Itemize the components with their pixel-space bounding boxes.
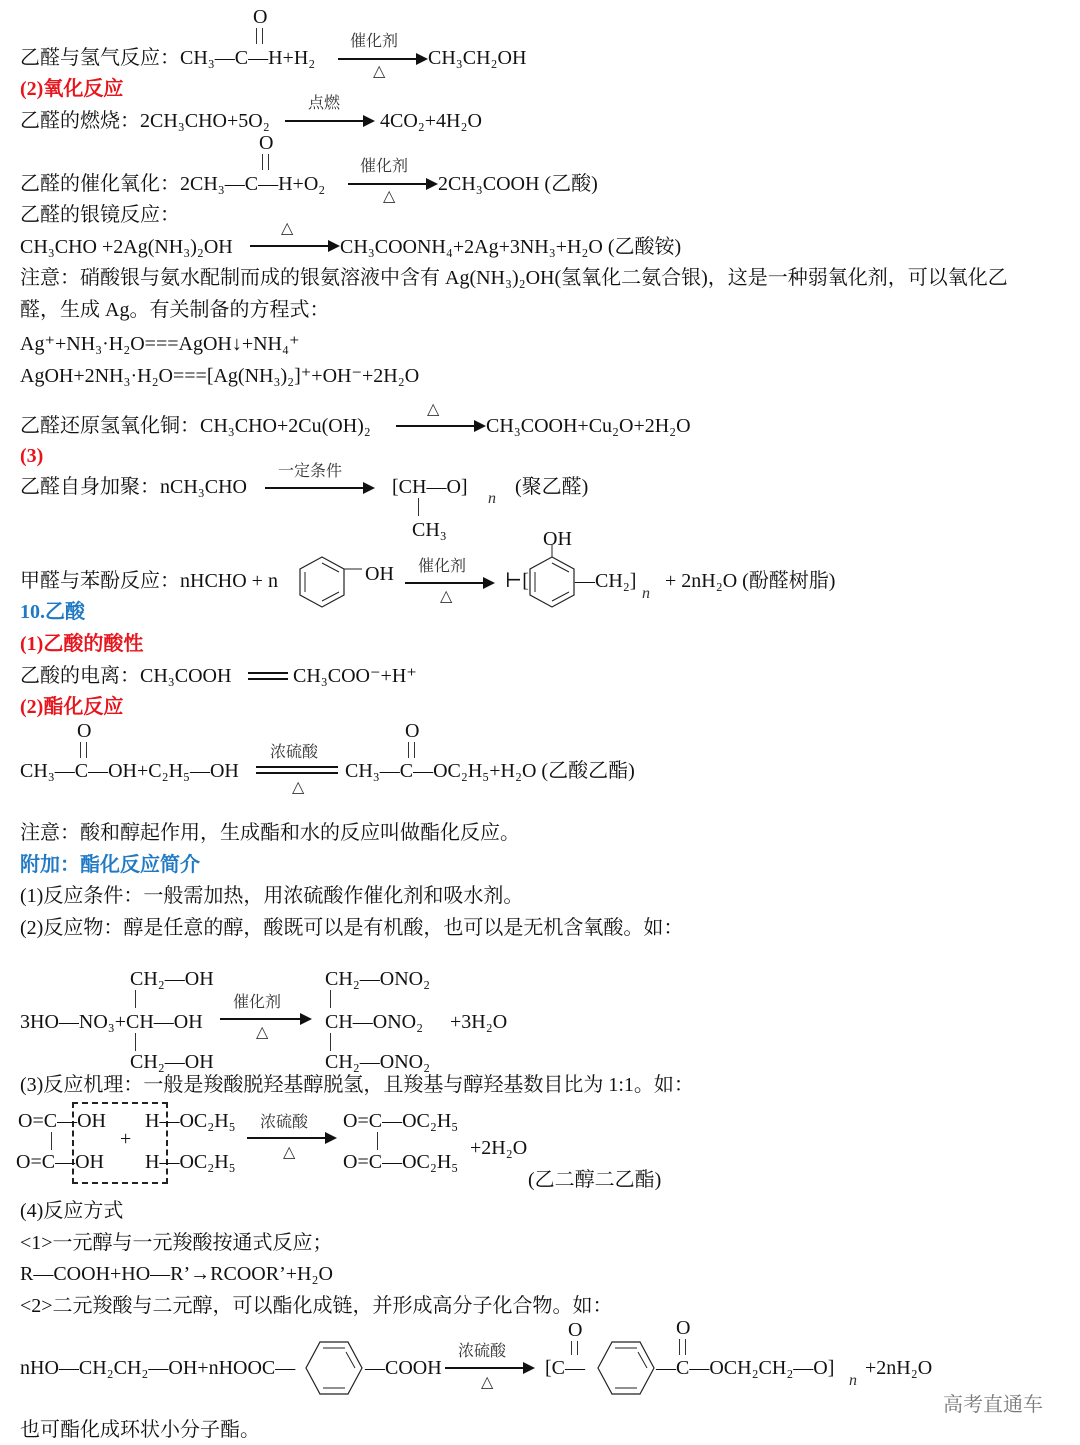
ethanol-bottom: H—OC₂H₅ <box>145 1151 236 1173</box>
reaction-arrow <box>247 1137 335 1139</box>
para-mode-2: <2>二元羧酸与二元醇，可以酯化成链，并形成高分子化合物。如： <box>20 1295 613 1317</box>
double-bond <box>80 742 87 758</box>
glycerol-mid: 3HO—NO₃+CH—OH <box>20 1011 203 1033</box>
reaction-arrow <box>285 120 373 122</box>
nitrate-top: CH₂—ONO₂ <box>325 968 431 990</box>
condition-certain: 一定条件 <box>278 463 343 480</box>
reaction-arrow <box>396 425 484 427</box>
condition-heat: △ <box>481 1374 494 1391</box>
eq-hydrogenation-right: CH₃CH₂OH <box>428 47 527 69</box>
cooh-group: —COOH <box>365 1357 442 1379</box>
double-bond <box>571 1341 578 1355</box>
condition-heat: △ <box>440 588 453 605</box>
eq-cat-oxidation-left: 乙醛的催化氧化：2CH₃—C—H+O₂ <box>20 173 326 195</box>
ester-top: O=C—OC₂H₅ <box>343 1110 459 1132</box>
glycerol-bottom: CH₂—OH <box>130 1051 214 1073</box>
note-silver-line1: 注意：硝酸银与氨水配制而成的银氨溶液中含有 Ag(NH₃)₂OH(氢氧化二氨合银)，这是一种弱氧化剂，可以氧化乙 <box>20 267 1008 289</box>
heading-acetic-acid: 10.乙酸 <box>20 601 85 623</box>
condition-ignite: 点燃 <box>308 95 341 112</box>
condition-heat: △ <box>427 401 440 418</box>
double-bond <box>408 742 415 758</box>
ester-name: (乙二醇二乙酯) <box>528 1169 662 1191</box>
reaction-arrow <box>445 1367 533 1369</box>
eq-hydrogenation-left: 乙醛与氢气反应：CH₃—C—H+H₂ <box>20 47 316 69</box>
condition-heat: △ <box>292 779 305 796</box>
benzene-ring-icon <box>298 555 368 615</box>
condition-h2so4: 浓硫酸 <box>260 1114 309 1131</box>
condition-heat: △ <box>281 220 294 237</box>
polymer-unit: [CH—O] <box>392 476 468 498</box>
condition-catalyst: 催化剂 <box>233 994 282 1011</box>
oxalic-top: O=C—OH <box>18 1110 106 1132</box>
eq-polyester-left: nHO—CH₂CH₂—OH+nHOOC— <box>20 1357 296 1379</box>
eq-esterification-left: CH₃—C—OH+C₂H₅—OH <box>20 760 239 782</box>
para-modes: (4)反应方式 <box>20 1200 124 1222</box>
carbonyl-o: O <box>405 720 420 742</box>
condition-catalyst: 催化剂 <box>418 558 467 575</box>
eq-phenolic-left: 甲醛与苯酚反应：nHCHO + n <box>20 570 278 592</box>
note-silver-line2: 醛，生成 Ag。有关制备的方程式： <box>20 299 330 321</box>
bond <box>51 1132 52 1150</box>
eq-ionization-right: CH₃COO⁻+H⁺ <box>293 665 417 687</box>
eq-combustion-right: 4CO₂+4H₂O <box>380 110 482 132</box>
reaction-arrow <box>405 582 493 584</box>
eq-cat-oxidation-right: 2CH₃COOH (乙酸) <box>438 173 598 195</box>
heading-extra: 附加：酯化反应简介 <box>20 854 200 876</box>
ethanol-top: H—OC₂H₅ <box>145 1110 236 1132</box>
ester-bottom: O=C—OC₂H₅ <box>343 1151 459 1173</box>
carbonyl-o: O <box>568 1319 583 1341</box>
water-product: +2nH₂O <box>865 1357 933 1379</box>
nitrate-mid: CH—ONO₂ <box>325 1011 424 1033</box>
eq-general: R—COOH+HO—R’→RCOOR’+H₂O <box>20 1263 333 1285</box>
polymer-n: n <box>849 1372 857 1389</box>
bond <box>377 1132 378 1150</box>
watermark: 高考直通车 <box>943 1394 1043 1416</box>
polymer-name: (聚乙醛) <box>515 476 589 498</box>
heading-oxidation: (2)氧化反应 <box>20 78 124 100</box>
double-bond <box>256 28 263 44</box>
para-conditions: (1)反应条件：一般需加热，用浓硫酸作催化剂和吸水剂。 <box>20 885 524 907</box>
para-reactants: (2)反应物：醇是任意的醇，酸既可以是有机酸，也可以是无机含氧酸。如： <box>20 917 684 939</box>
heading-esterification: (2)酯化反应 <box>20 696 124 718</box>
methyl-group: CH₃ <box>412 519 447 541</box>
condition-h2so4: 浓硫酸 <box>270 744 319 761</box>
oxalic-bottom: O=C—OH <box>16 1151 104 1173</box>
reaction-arrow <box>265 487 373 489</box>
equilibrium-arrow <box>248 672 288 682</box>
para-cyclic: 也可酯化成环状小分子酯。 <box>20 1419 260 1441</box>
condition-catalyst: 催化剂 <box>360 158 409 175</box>
condition-h2so4: 浓硫酸 <box>458 1343 507 1360</box>
glycerol-top: CH₂—OH <box>130 968 214 990</box>
double-bond <box>262 154 269 170</box>
double-bond <box>679 1339 686 1355</box>
bond <box>135 1033 136 1051</box>
bond <box>418 498 419 516</box>
reaction-arrow <box>250 245 338 247</box>
benzene-ring-icon <box>600 1340 656 1398</box>
eq-cuoh-right: CH₃COOH+Cu₂O+2H₂O <box>486 415 691 437</box>
eq-esterification-right: CH₃—C—OC₂H₅+H₂O (乙酸乙酯) <box>345 760 635 782</box>
condition-heat: △ <box>373 63 386 80</box>
eq-silver-right: CH₃COONH₄+2Ag+3NH₃+H₂O (乙酸铵) <box>340 236 682 258</box>
condition-catalyst: 催化剂 <box>350 33 399 50</box>
heading-3: (3) <box>20 445 44 467</box>
eq-ag-prep-2: AgOH+2NH₃·H₂O===[Ag(NH₃)₂]⁺+OH⁻+2H₂O <box>20 365 420 387</box>
bracket-open: ⊢[ <box>505 570 529 592</box>
phenol-oh: OH <box>365 563 394 585</box>
carbonyl-o: O <box>259 132 274 154</box>
condition-heat: △ <box>383 188 396 205</box>
carbonyl-o: O <box>77 720 92 742</box>
eq-silver-left: CH₃CHO +2Ag(NH₃)₂OH <box>20 236 233 258</box>
eq-ag-prep-1: Ag⁺+NH₃·H₂O===AgOH↓+NH₄⁺ <box>20 333 300 355</box>
benzene-ring-icon <box>528 553 578 615</box>
plus-sign: + <box>120 1128 132 1150</box>
carbonyl-o: O <box>676 1317 691 1339</box>
bond <box>330 990 331 1008</box>
nitrate-bottom: CH₂—ONO₂ <box>325 1051 431 1073</box>
eq-combustion-left: 乙醛的燃烧：2CH₃CHO+5O₂ <box>20 110 270 132</box>
eq-cuoh-left: 乙醛还原氢氧化铜：CH₃CHO+2Cu(OH)₂ <box>20 415 371 437</box>
heading-acidity: (1)乙酸的酸性 <box>20 633 144 655</box>
carbonyl-o: O <box>253 6 268 28</box>
bond <box>330 1033 331 1051</box>
phenol-oh-top: OH <box>543 528 572 550</box>
silver-mirror-title: 乙醛的银镜反应： <box>20 204 180 226</box>
para-mode-1: <1>一元醇与一元羧酸按通式反应； <box>20 1232 333 1254</box>
note-esterification: 注意：酸和醇起作用，生成酯和水的反应叫做酯化反应。 <box>20 822 520 844</box>
eq-ionization-left: 乙酸的电离：CH₃COOH <box>20 665 232 687</box>
benzene-ring-icon <box>308 1340 364 1398</box>
eq-phenolic-right: + 2nH₂O (酚醛树脂) <box>665 570 836 592</box>
polyester-end: —C—OCH₂CH₂—O] <box>656 1357 835 1379</box>
water-product: +2H₂O <box>470 1137 528 1159</box>
condition-heat: △ <box>256 1024 269 1041</box>
polymer-n: n <box>488 490 496 507</box>
bond <box>135 990 136 1008</box>
water-product: +3H₂O <box>450 1011 508 1033</box>
para-mechanism: (3)反应机理：一般是羧酸脱羟基醇脱氢，且羧基与醇羟基数目比为 1:1。如： <box>20 1074 694 1096</box>
eq-polymer-left: 乙醛自身加聚：nCH₃CHO <box>20 476 247 498</box>
ch2-unit: —CH₂] <box>575 570 637 592</box>
reaction-arrow <box>220 1018 310 1020</box>
equilibrium-arrow <box>256 766 338 776</box>
polymer-n: n <box>642 585 650 602</box>
condition-heat: △ <box>283 1144 296 1161</box>
polyester-start: [C— <box>545 1357 585 1379</box>
